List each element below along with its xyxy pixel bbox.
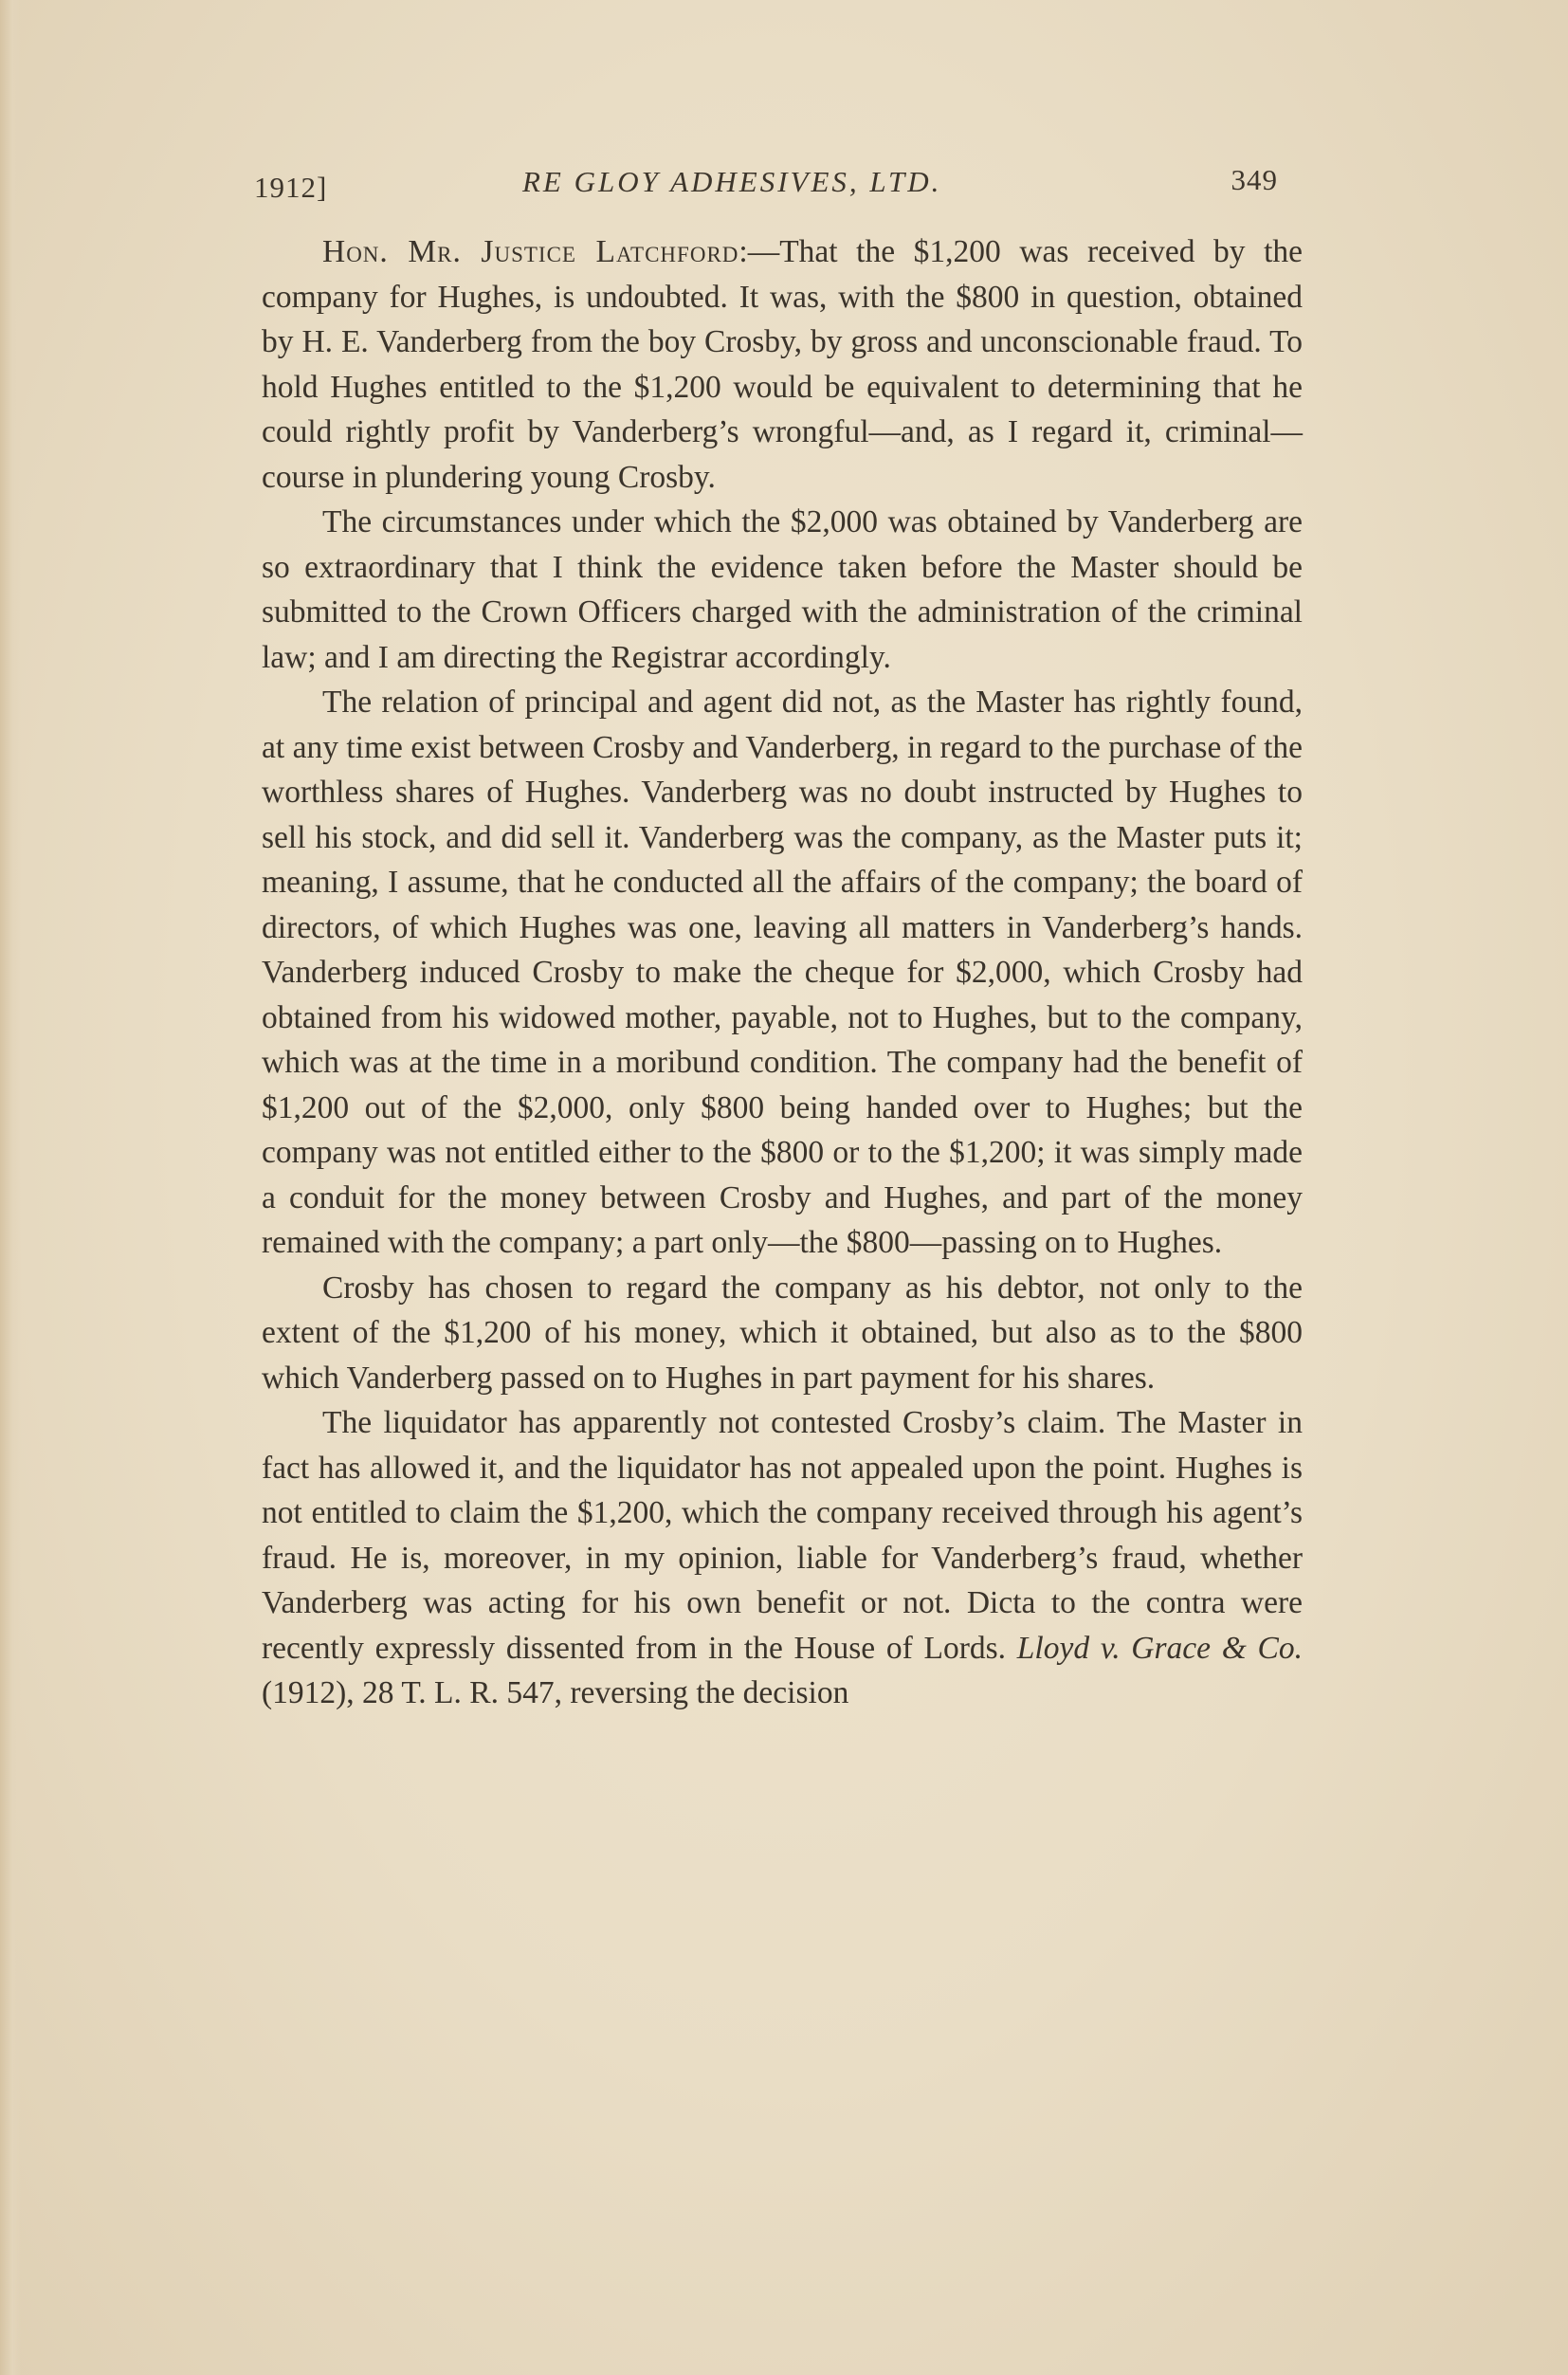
paragraph-1 xyxy=(262,229,1303,500)
paragraph-3: The relation of principal and agent did not, as the Master has rightly found, at any time exist between Crosby and Vanderberg, in regard to the purchase of the worthless shares of Hughes. Vanderberg was no doubt instructed by Hughes to sell his stock, and did sell it. Vanderberg was the company, as the Master puts it; meaning, I assume, that he conducted all the affairs of the company; the board of directors, of which Hughes was one, leaving all matters in Vanderberg’s hands. Vanderberg induced Crosby to make the cheque for $2,000, which Crosby had obtained from his widowed mother, payable, not to Hughes, but to the company, which was at the time in a moribund condition. The company had the benefit of $1,200 out of the $2,000, only $800 being handed over to Hughes; but the company was not entitled either to the $800 or to the $1,200; it was simply made a conduit for the money between Crosby and Hughes, and part of the money remained with the company; a part only—the $800—passing on to Hughes. xyxy=(262,685,1303,1260)
judge-name: Hon. Mr. Justice Latchford xyxy=(322,234,739,269)
paragraph-5 xyxy=(262,1400,1303,1716)
running-head-year: 1912] xyxy=(254,171,328,204)
running-head-case-title: RE GLOY ADHESIVES, LTD. xyxy=(522,165,942,198)
page-number: 349 xyxy=(1231,163,1278,196)
paragraph-1-text: :—That the $1,200 was received by the company for Hughes, is undoubted. It was, with the $800 in question, obtained by H. E. Vanderberg from the boy Crosby, by gross and unconscionable fraud. To hold Hughes entitled to the $1,200 would be equivalent to determining that he could rightly profit by Vanderberg’s wrongful—and, as I regard it, criminal—course in plundering young Crosby. xyxy=(262,234,1304,495)
case-citation: (1912), 28 T. L. R. 547, reversing the decision xyxy=(262,1675,849,1710)
case-name: Lloyd v. Grace & Co. xyxy=(1016,1630,1304,1666)
paragraph-2: The circumstances under which the $2,000 was obtained by Vanderberg are so extraordinary that I think the evidence taken before the Master should be submitted to the Crown Officers charged with the administration of the criminal law; and I am directing the Registrar accordingly. xyxy=(262,504,1303,675)
paragraph-5-text: The liquidator has apparently not contested Crosby’s claim. The Master in fact has allowed it, and the liquidator has not appealed upon the point. Hughes is not entitled to claim the $1,200, which the company received through his agent’s fraud. He is, moreover, in my opinion, liable for Vanderberg’s fraud, whether Vanderberg was acting for his own benefit or not. Dicta to the contra were recently expressly dissented from in the House of Lords. xyxy=(262,1405,1303,1666)
judgment-text xyxy=(262,229,1303,1716)
paragraph-4: Crosby has chosen to regard the company as his debtor, not only to the extent of the $1,200 of his money, which it obtained, but also as to the $800 which Vanderberg passed on to Hughes in part payment for his shares. xyxy=(262,1270,1303,1396)
running-head xyxy=(254,159,1285,207)
page-edge-shadow xyxy=(0,0,21,2375)
